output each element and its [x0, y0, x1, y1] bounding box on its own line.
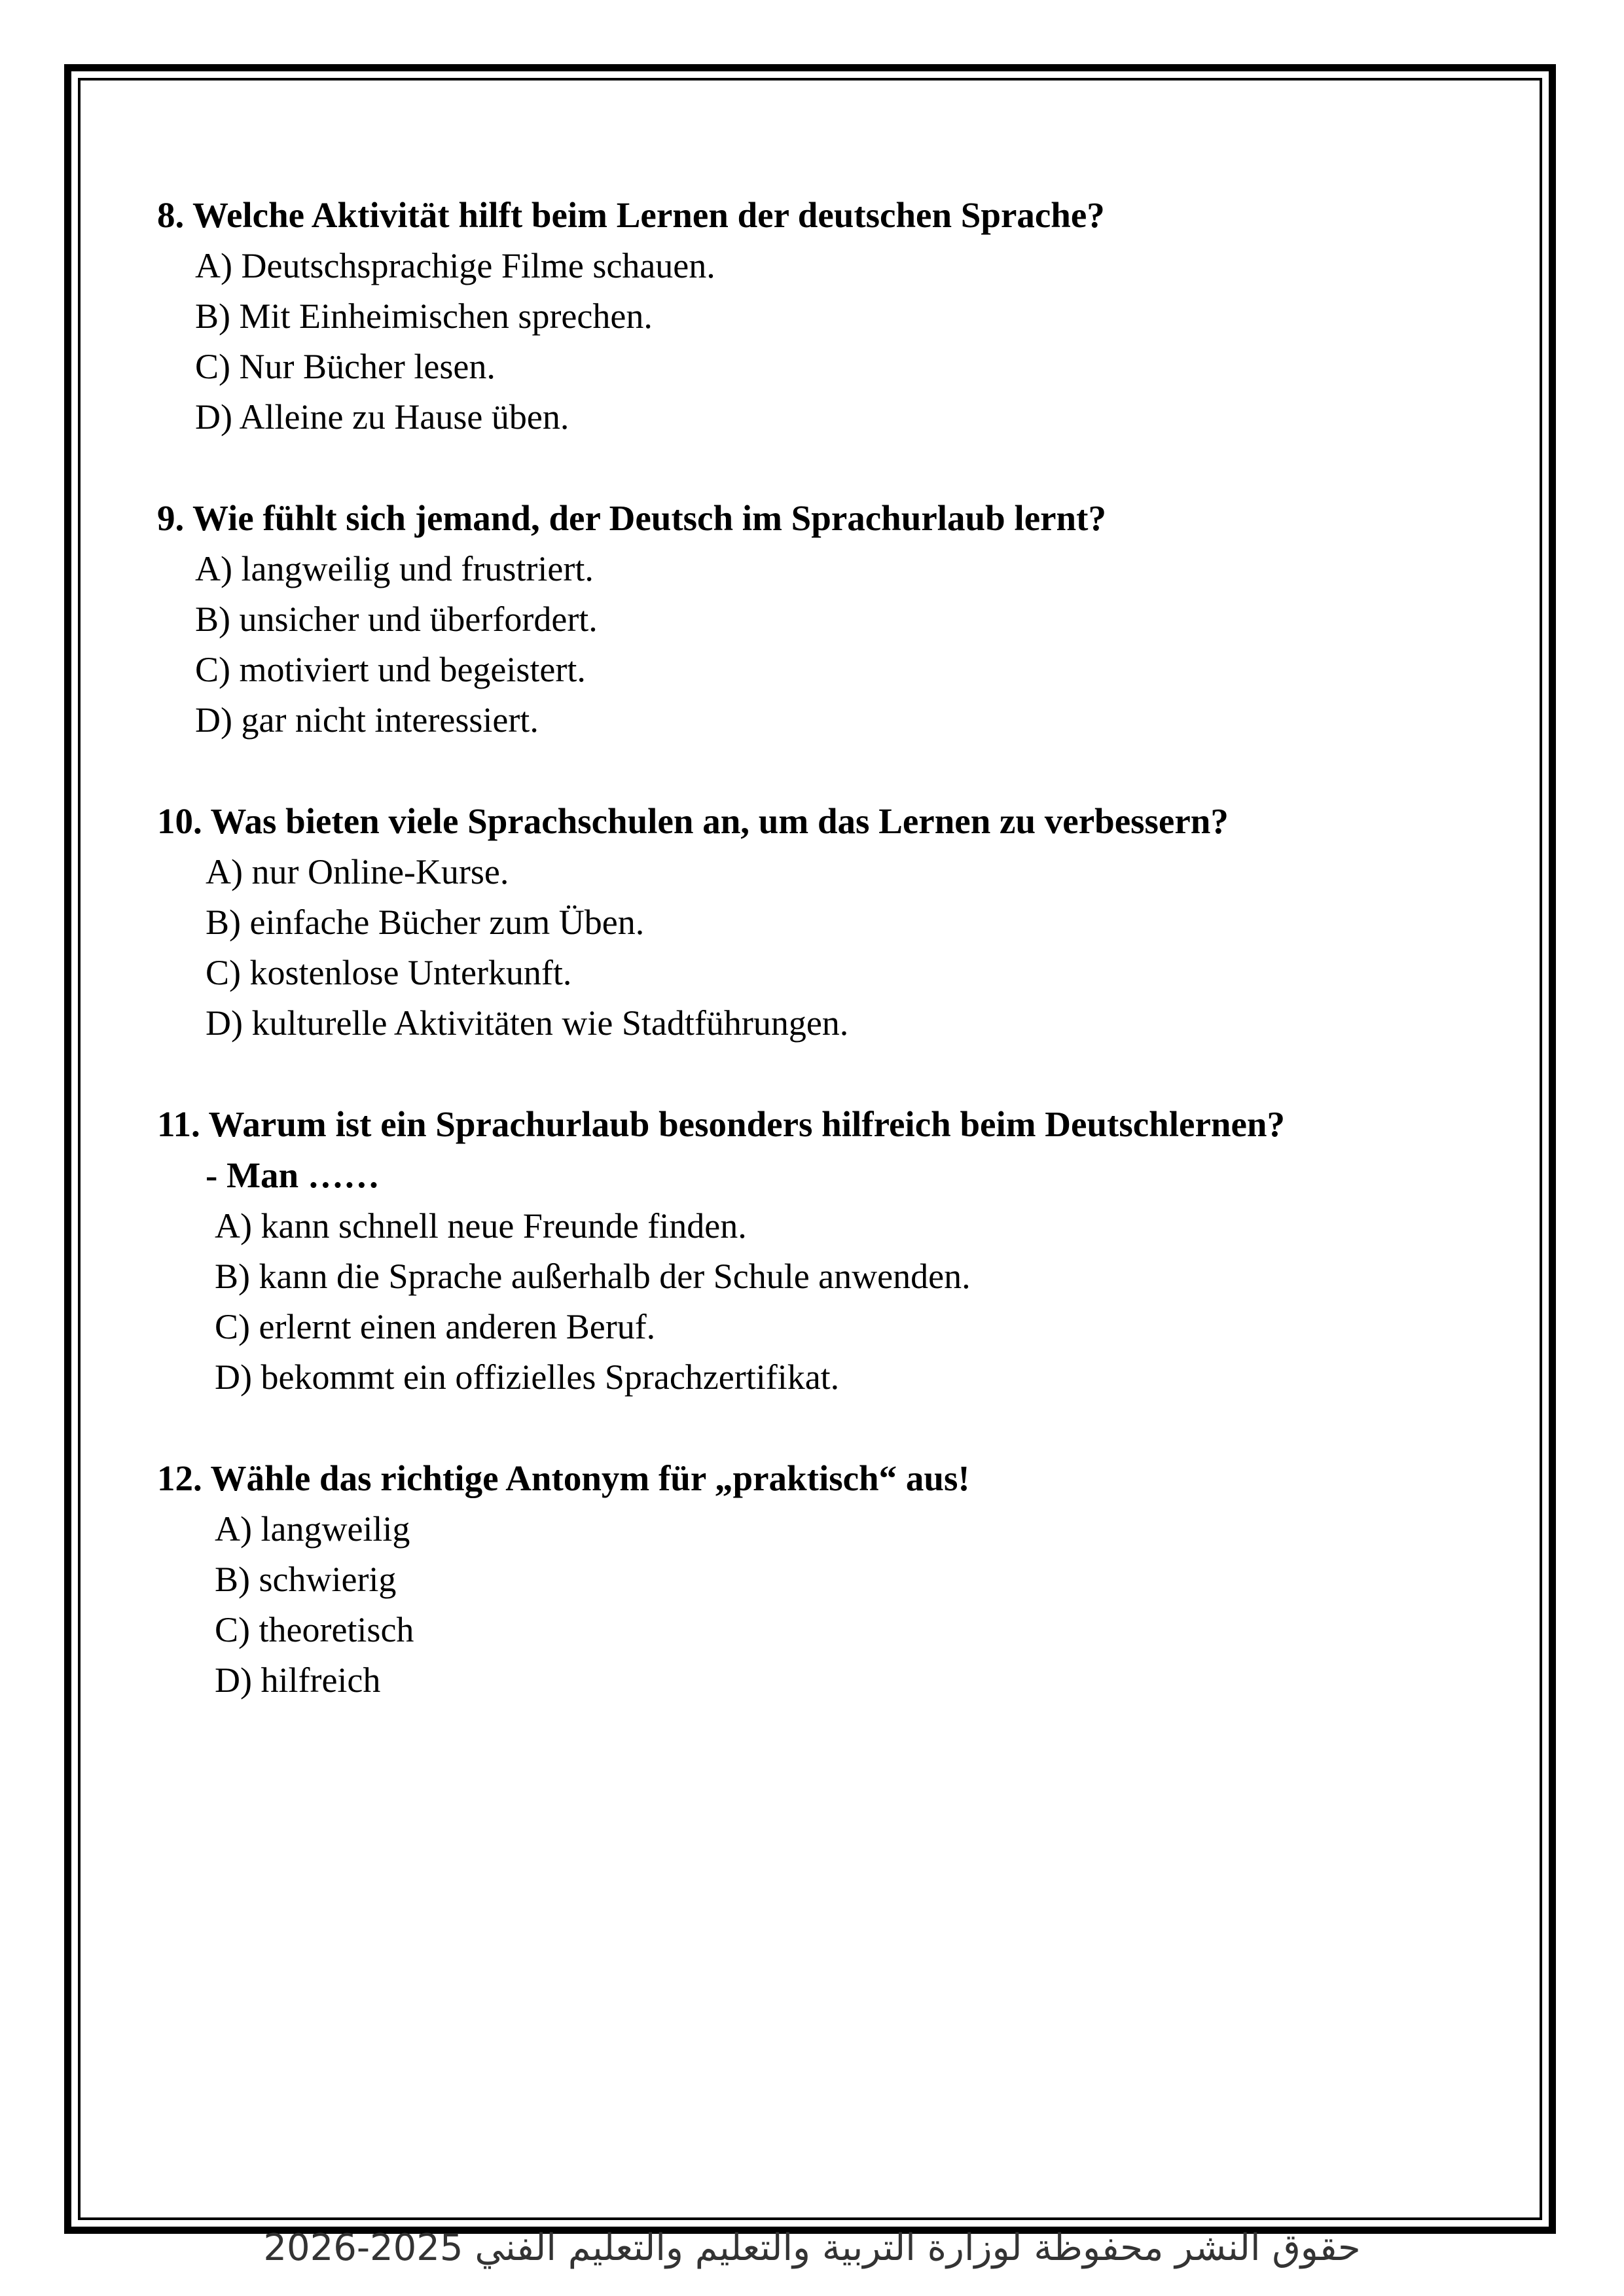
- question-8: [157, 190, 1466, 442]
- question-8-option-c: C) Nur Bücher lesen.: [195, 347, 496, 386]
- question-8-option-d: D) Alleine zu Hause üben.: [195, 397, 569, 437]
- question-8-option-a: A) Deutschsprachige Filme schauen.: [195, 246, 715, 285]
- question-8-option-b: B) Mit Einheimischen sprechen.: [195, 296, 653, 336]
- question-12-option-a: A) langweilig: [215, 1509, 410, 1549]
- question-11-option-a: A) kann schnell neue Freunde finden.: [215, 1206, 747, 1246]
- question-10-option-d: D) kulturelle Aktivitäten wie Stadtführungen.: [206, 1003, 849, 1043]
- question-11-title: 11. Warum ist ein Sprachurlaub besonders hilfreich beim Deutschlernen?: [157, 1104, 1285, 1144]
- question-10-title: 10. Was bieten viele Sprachschulen an, um das Lernen zu verbessern?: [157, 801, 1229, 841]
- question-10-option-c: C) kostenlose Unterkunft.: [206, 953, 572, 992]
- question-11-subtitle: - Man ……: [206, 1155, 380, 1195]
- question-12-option-d: D) hilfreich: [215, 1660, 381, 1700]
- question-9-option-c: C) motiviert und begeistert.: [195, 650, 586, 689]
- question-12: [157, 1453, 1466, 1706]
- question-8-title: 8. Welche Aktivität hilft beim Lernen der deutschen Sprache?: [157, 195, 1105, 235]
- question-12-title: 12. Wähle das richtige Antonym für „praktisch“ aus!: [157, 1458, 970, 1498]
- question-12-option-b: B) schwierig: [215, 1560, 397, 1599]
- question-10: [157, 796, 1466, 1049]
- question-12-option-c: C) theoretisch: [215, 1610, 414, 1649]
- question-10-option-b: B) einfache Bücher zum Üben.: [206, 903, 645, 942]
- question-11-option-d: D) bekommt ein offizielles Sprachzertifikat.: [215, 1357, 840, 1397]
- questions-content: [157, 190, 1466, 1706]
- question-9-option-b: B) unsicher und überfordert.: [195, 600, 598, 639]
- question-11-option-c: C) erlernt einen anderen Beruf.: [215, 1307, 656, 1346]
- question-9: [157, 493, 1466, 745]
- question-9-option-a: A) langweilig und frustriert.: [195, 549, 594, 588]
- question-10-option-a: A) nur Online-Kurse.: [206, 852, 509, 891]
- question-11-option-b: B) kann die Sprache außerhalb der Schule anwenden.: [215, 1257, 971, 1296]
- question-11: [157, 1099, 1466, 1403]
- question-9-option-d: D) gar nicht interessiert.: [195, 700, 539, 740]
- copyright-footer: حقوق النشر محفوظة لوزارة التربية والتعليم والتعليم الفني 2025-2026: [263, 2227, 1361, 2269]
- question-9-title: 9. Wie fühlt sich jemand, der Deutsch im Sprachurlaub lernt?: [157, 498, 1106, 538]
